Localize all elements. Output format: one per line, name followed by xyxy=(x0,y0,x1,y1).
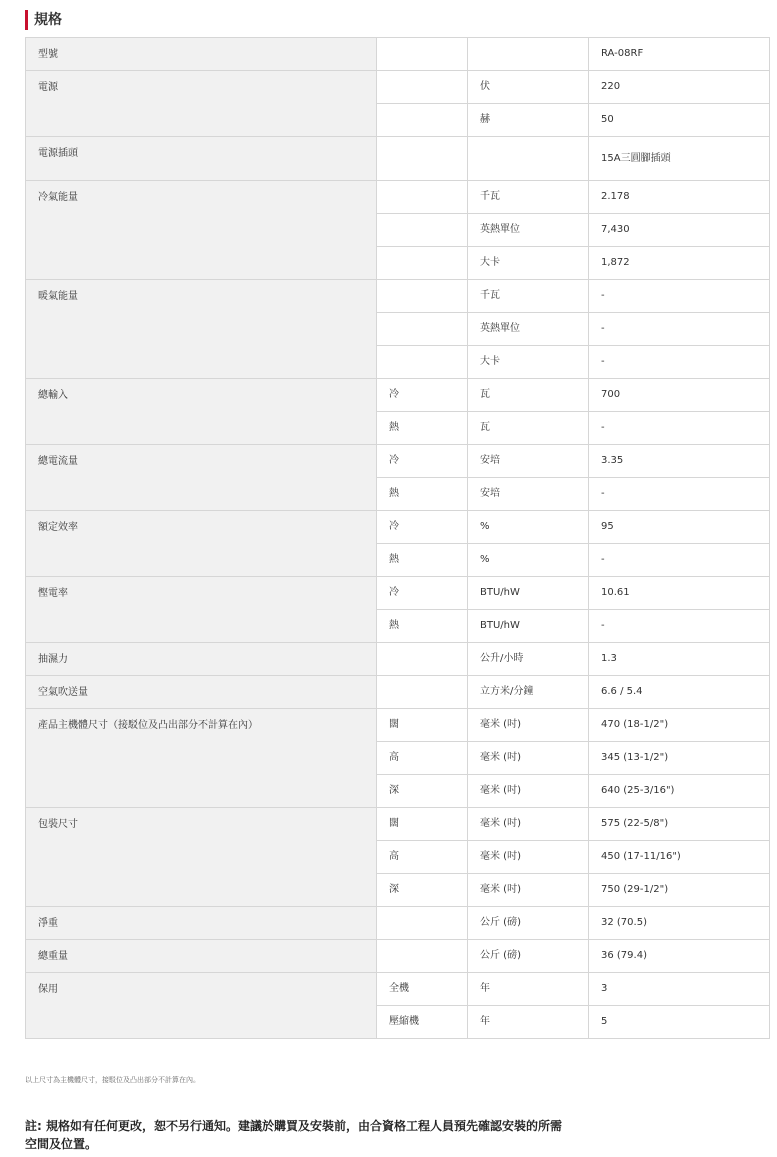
spec-value: - xyxy=(589,412,770,445)
spec-mode xyxy=(377,137,468,181)
spec-row xyxy=(26,709,770,742)
spec-mode xyxy=(377,676,468,709)
spec-label: 型號 xyxy=(26,38,377,71)
spec-unit: 安培 xyxy=(468,445,589,478)
spec-value: 3.35 xyxy=(589,445,770,478)
spec-unit: % xyxy=(468,511,589,544)
spec-mode: 冷 xyxy=(377,379,468,412)
spec-unit: 大卡 xyxy=(468,346,589,379)
spec-value: 10.61 xyxy=(589,577,770,610)
spec-row xyxy=(26,181,770,214)
spec-unit: 大卡 xyxy=(468,247,589,280)
spec-table xyxy=(25,37,770,1039)
spec-label: 總輸入 xyxy=(26,379,377,445)
spec-unit: 伏 xyxy=(468,71,589,104)
spec-label: 抽濕力 xyxy=(26,643,377,676)
spec-unit: 千瓦 xyxy=(468,181,589,214)
spec-value: 1.3 xyxy=(589,643,770,676)
spec-row xyxy=(26,379,770,412)
spec-value: 450 (17-11/16") xyxy=(589,841,770,874)
spec-label: 淨重 xyxy=(26,907,377,940)
spec-label: 產品主機體尺寸（接駁位及凸出部分不計算在內） xyxy=(26,709,377,808)
spec-row xyxy=(26,511,770,544)
spec-mode: 深 xyxy=(377,874,468,907)
spec-row xyxy=(26,280,770,313)
spec-unit: 公斤 (磅) xyxy=(468,907,589,940)
spec-mode: 高 xyxy=(377,742,468,775)
spec-label: 總重量 xyxy=(26,940,377,973)
spec-mode xyxy=(377,181,468,214)
spec-mode xyxy=(377,214,468,247)
spec-label: 電源插頭 xyxy=(26,137,377,181)
spec-unit: 瓦 xyxy=(468,412,589,445)
spec-mode: 熱 xyxy=(377,544,468,577)
spec-value: 750 (29-1/2") xyxy=(589,874,770,907)
spec-row xyxy=(26,137,770,181)
spec-unit: 英熱單位 xyxy=(468,214,589,247)
spec-value: 345 (13-1/2") xyxy=(589,742,770,775)
spec-row xyxy=(26,577,770,610)
spec-mode: 闊 xyxy=(377,709,468,742)
spec-value: 2.178 xyxy=(589,181,770,214)
spec-value: 700 xyxy=(589,379,770,412)
spec-unit: 毫米 (吋) xyxy=(468,709,589,742)
spec-value: 3 xyxy=(589,973,770,1006)
spec-row xyxy=(26,973,770,1006)
spec-unit xyxy=(468,38,589,71)
spec-value: - xyxy=(589,610,770,643)
spec-value: 1,872 xyxy=(589,247,770,280)
spec-value: - xyxy=(589,346,770,379)
spec-unit: 年 xyxy=(468,973,589,1006)
spec-value: 5 xyxy=(589,1006,770,1039)
spec-mode xyxy=(377,940,468,973)
spec-unit: 年 xyxy=(468,1006,589,1039)
spec-mode: 熱 xyxy=(377,478,468,511)
spec-unit: 英熱單位 xyxy=(468,313,589,346)
spec-label: 額定效率 xyxy=(26,511,377,577)
spec-mode: 高 xyxy=(377,841,468,874)
spec-value: RA-08RF xyxy=(589,38,770,71)
spec-value: 6.6 / 5.4 xyxy=(589,676,770,709)
spec-value: 95 xyxy=(589,511,770,544)
spec-mode: 全機 xyxy=(377,973,468,1006)
spec-value: 50 xyxy=(589,104,770,137)
spec-row xyxy=(26,643,770,676)
spec-value: - xyxy=(589,544,770,577)
spec-value: 575 (22-5/8") xyxy=(589,808,770,841)
spec-unit: 瓦 xyxy=(468,379,589,412)
spec-unit xyxy=(468,137,589,181)
spec-mode: 深 xyxy=(377,775,468,808)
spec-row xyxy=(26,940,770,973)
spec-unit: % xyxy=(468,544,589,577)
spec-value: 36 (79.4) xyxy=(589,940,770,973)
spec-value: 640 (25-3/16") xyxy=(589,775,770,808)
spec-value: - xyxy=(589,313,770,346)
spec-unit: 公斤 (磅) xyxy=(468,940,589,973)
spec-row xyxy=(26,808,770,841)
spec-mode xyxy=(377,346,468,379)
spec-mode xyxy=(377,643,468,676)
spec-label: 空氣吹送量 xyxy=(26,676,377,709)
disclaimer-line-1: 註: 規格如有任何更改，恕不另行通知。建議於購買及安裝前，由合資格工程人員預先確認安裝的所需 xyxy=(25,1119,562,1133)
spec-mode: 冷 xyxy=(377,577,468,610)
spec-mode xyxy=(377,280,468,313)
spec-value: 470 (18-1/2") xyxy=(589,709,770,742)
spec-mode xyxy=(377,247,468,280)
spec-mode: 冷 xyxy=(377,445,468,478)
spec-mode: 冷 xyxy=(377,511,468,544)
spec-unit: BTU/hW xyxy=(468,610,589,643)
spec-mode: 熱 xyxy=(377,610,468,643)
spec-value: 220 xyxy=(589,71,770,104)
spec-row xyxy=(26,676,770,709)
section-heading: 規格 xyxy=(25,10,62,30)
spec-unit: 毫米 (吋) xyxy=(468,874,589,907)
spec-mode: 壓縮機 xyxy=(377,1006,468,1039)
spec-label: 慳電率 xyxy=(26,577,377,643)
spec-value: 7,430 xyxy=(589,214,770,247)
spec-unit: 安培 xyxy=(468,478,589,511)
spec-label: 總電流量 xyxy=(26,445,377,511)
spec-mode xyxy=(377,313,468,346)
spec-unit: 毫米 (吋) xyxy=(468,742,589,775)
spec-mode xyxy=(377,104,468,137)
spec-unit: 千瓦 xyxy=(468,280,589,313)
spec-mode xyxy=(377,907,468,940)
spec-label: 冷氣能量 xyxy=(26,181,377,280)
spec-row xyxy=(26,445,770,478)
spec-row xyxy=(26,71,770,104)
spec-label: 暖氣能量 xyxy=(26,280,377,379)
spec-mode: 熱 xyxy=(377,412,468,445)
spec-value: - xyxy=(589,280,770,313)
disclaimer-line-2: 空間及位置。 xyxy=(25,1137,98,1151)
spec-row xyxy=(26,907,770,940)
spec-unit: 公升/小時 xyxy=(468,643,589,676)
spec-label: 電源 xyxy=(26,71,377,137)
spec-mode xyxy=(377,71,468,104)
dimension-footnote: 以上尺寸為主機體尺寸，接駁位及凸出部分不計算在內。 xyxy=(25,1076,200,1084)
spec-unit: 毫米 (吋) xyxy=(468,808,589,841)
spec-value: 15A三圓腳插頭 xyxy=(589,137,770,181)
spec-mode xyxy=(377,38,468,71)
spec-unit: 立方米/分鐘 xyxy=(468,676,589,709)
spec-unit: BTU/hW xyxy=(468,577,589,610)
spec-unit: 毫米 (吋) xyxy=(468,841,589,874)
disclaimer-note xyxy=(25,1117,625,1153)
spec-row xyxy=(26,38,770,71)
spec-value: 32 (70.5) xyxy=(589,907,770,940)
spec-value: - xyxy=(589,478,770,511)
spec-label: 包裝尺寸 xyxy=(26,808,377,907)
spec-label: 保用 xyxy=(26,973,377,1039)
spec-unit: 毫米 (吋) xyxy=(468,775,589,808)
spec-mode: 闊 xyxy=(377,808,468,841)
spec-unit: 赫 xyxy=(468,104,589,137)
